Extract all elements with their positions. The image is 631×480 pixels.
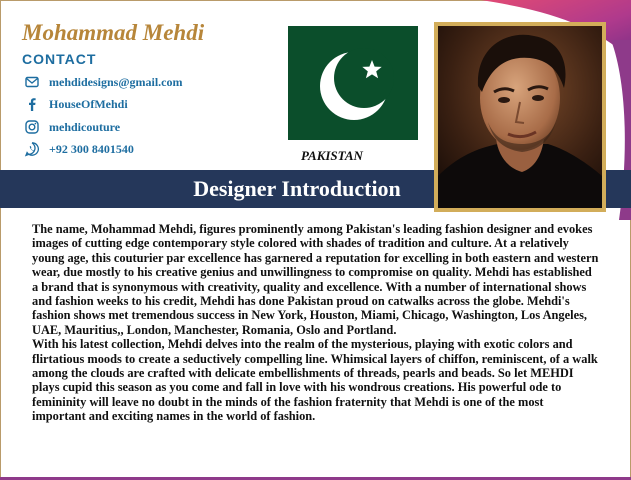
pakistan-flag xyxy=(246,26,418,140)
contact-email[interactable] xyxy=(24,73,183,91)
designer-photo xyxy=(434,22,606,212)
intro-paragraph-2: With his latest collection, Mehdi delves into the realm of the mysterious, playing with exotic colors and flirtatious moods to create a seductively compelling line. Whimsical layers of chiffon, reminiscent, of a walk among the clouds are crafted with delicate embellishments of threads, pearls and beads. So let MEHDI plays cupid this season as you come and fall in love with his wondrous creations. His powerful ode to femininity will leave no doubt in the minds of the fashion fraternity that Mehdi is one of the most important and exciting names in the world of fashion. xyxy=(32,337,598,424)
contact-instagram[interactable] xyxy=(24,118,120,136)
facebook-icon xyxy=(24,96,40,112)
introduction-text xyxy=(32,222,600,424)
intro-paragraph-1: The name, Mohammad Mehdi, figures prominently among Pakistan's leading fashion designer and evokes images of cutting edge contemporary style colored with shades of tradition and culture. At a relatively young age, this couturier par excellence has garnered a reputation for excelling in both eastern and western wear, due mostly to his creative genius and unwillingness to compromise on quality. Mehdi has established a brand that is synonymous with creativity, quality and excellence. With a number of international shows and fashion weeks to his credit, Mehdi has done Pakistan proud on catwalks across the globe. Mehdi's fashion shows met tremendous success in New York, Houston, Miami, Chicago, Washington, Los Angeles, UAE, Mauritius,, London, Manchester, Romania, Oslo and Portland. xyxy=(32,222,599,337)
instagram-icon xyxy=(24,119,40,135)
contact-heading: CONTACT xyxy=(22,51,97,67)
country-label: PAKISTAN xyxy=(301,148,363,163)
contact-instagram-text: mehdicouture xyxy=(49,119,121,134)
whatsapp-icon xyxy=(24,141,40,157)
contact-whatsapp[interactable] xyxy=(24,140,134,158)
portrait-image xyxy=(438,26,602,208)
contact-phone-text: +92 300 8401540 xyxy=(49,141,134,156)
email-icon xyxy=(24,74,40,90)
section-title: Designer Introduction xyxy=(193,176,401,201)
contact-email-text: mehdidesigns@gmail.com xyxy=(49,74,183,89)
contact-facebook-text: HouseOfMehdi xyxy=(49,96,128,111)
contact-facebook[interactable] xyxy=(24,95,128,113)
designer-name: Mohammad Mehdi xyxy=(22,20,205,45)
